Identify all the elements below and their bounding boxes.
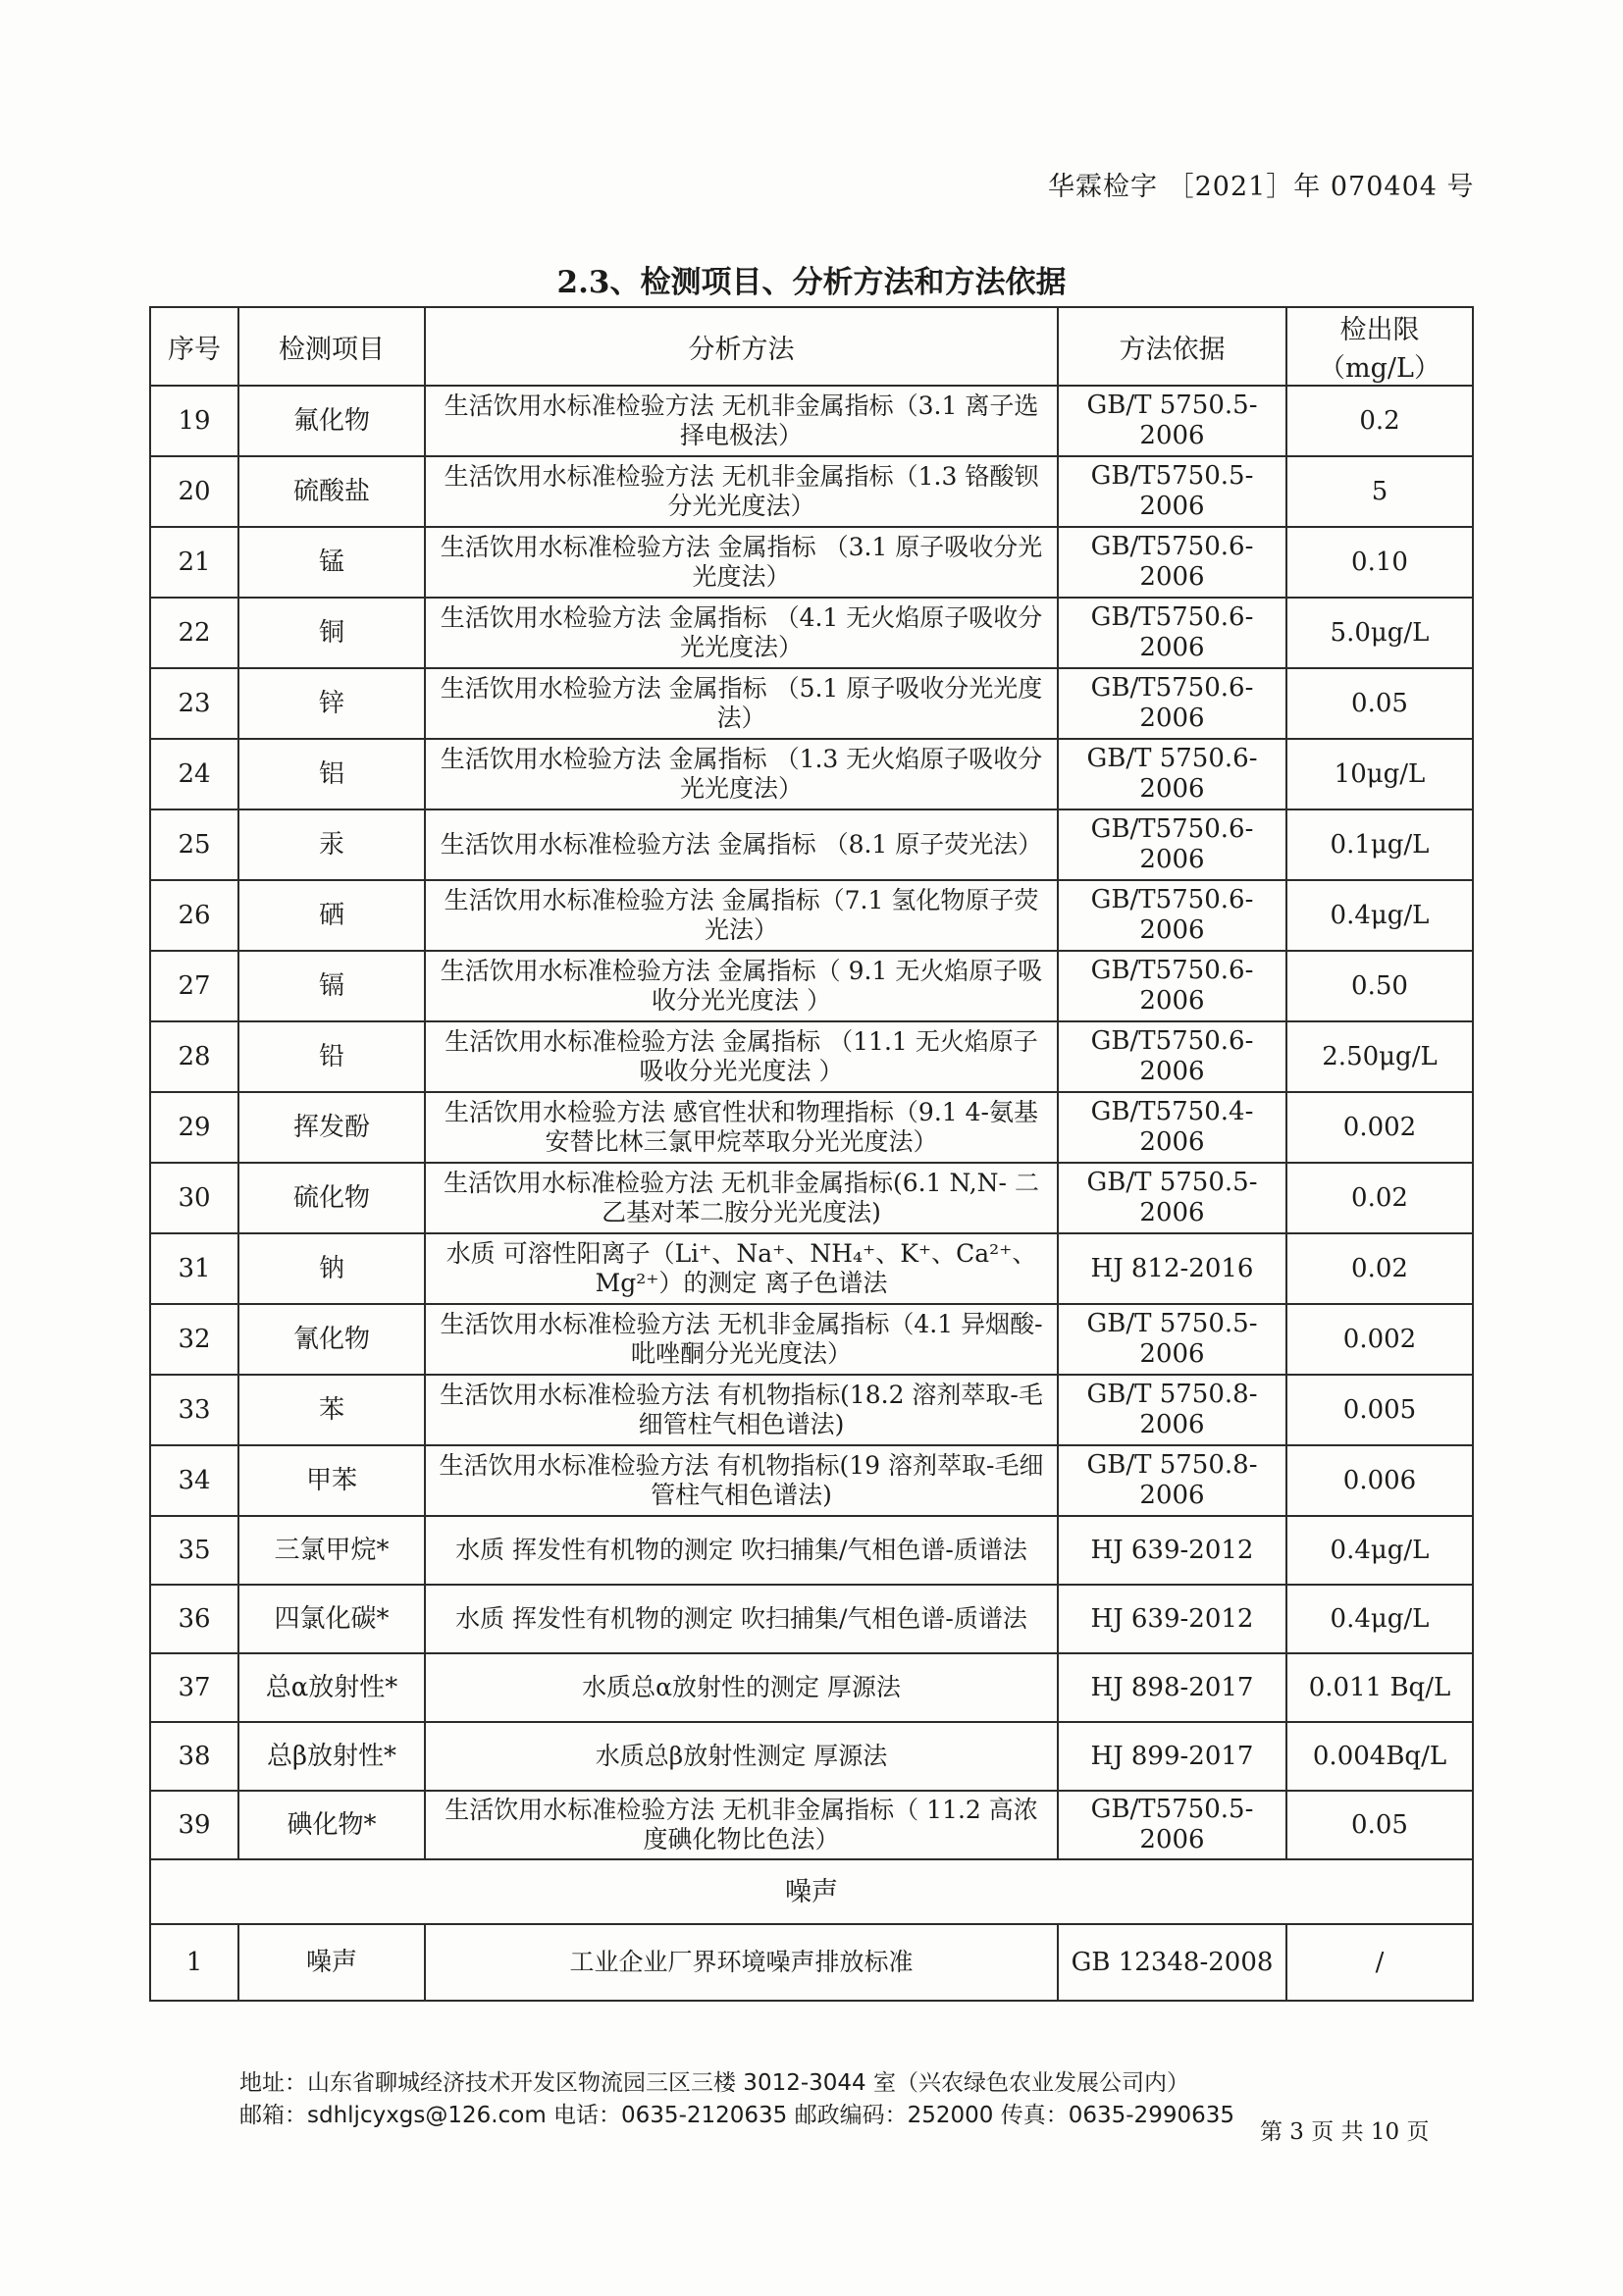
cell-method: 水质总α放射性的测定 厚源法: [425, 1653, 1058, 1722]
cell-index: 35: [150, 1516, 238, 1585]
cell-limit: 5.0μg/L: [1286, 598, 1473, 668]
cell-standard: GB/T 5750.5-2006: [1058, 1163, 1286, 1233]
table-row: [150, 1585, 1473, 1653]
cell-limit: 0.05: [1286, 1791, 1473, 1859]
table-row: [150, 598, 1473, 668]
table-row: [150, 527, 1473, 598]
cell-limit: 0.002: [1286, 1304, 1473, 1375]
cell-item: 三氯甲烷*: [238, 1516, 425, 1585]
cell-method: 生活饮用水标准检验方法 有机物指标(19 溶剂萃取-毛细管柱气相色谱法): [425, 1445, 1058, 1516]
cell-standard: GB 12348-2008: [1058, 1924, 1286, 2001]
cell-item: 汞: [238, 809, 425, 880]
cell-index: 29: [150, 1092, 238, 1163]
cell-item: 锰: [238, 527, 425, 598]
cell-limit: 0.4μg/L: [1286, 880, 1473, 951]
table-row: [150, 1021, 1473, 1092]
cell-method: 生活饮用水标准检验方法 有机物指标(18.2 溶剂萃取-毛细管柱气相色谱法): [425, 1375, 1058, 1445]
cell-standard: GB/T 5750.5-2006: [1058, 1304, 1286, 1375]
header-cell: 分析方法: [425, 307, 1058, 386]
table-row: [150, 1233, 1473, 1304]
table-row: [150, 1163, 1473, 1233]
cell-limit: 0.011 Bq/L: [1286, 1653, 1473, 1722]
table-row-noise: [150, 1924, 1473, 2001]
table-row: [150, 1375, 1473, 1445]
table-row: [150, 1722, 1473, 1791]
cell-limit: 0.002: [1286, 1092, 1473, 1163]
cell-item: 挥发酚: [238, 1092, 425, 1163]
cell-index: 23: [150, 668, 238, 739]
report-number: 华霖检字 ［2021］年 070404 号: [1048, 172, 1475, 202]
cell-limit: /: [1286, 1924, 1473, 2001]
cell-item: 铝: [238, 739, 425, 809]
cell-index: 33: [150, 1375, 238, 1445]
cell-item: 总α放射性*: [238, 1653, 425, 1722]
cell-method: 工业企业厂界环境噪声排放标准: [425, 1924, 1058, 2001]
cell-method: 生活饮用水检验方法 金属指标 （5.1 原子吸收分光光度法）: [425, 668, 1058, 739]
cell-standard: HJ 812-2016: [1058, 1233, 1286, 1304]
cell-limit: 5: [1286, 456, 1473, 527]
cell-item: 四氯化碳*: [238, 1585, 425, 1653]
section-label: 噪声: [150, 1859, 1473, 1924]
cell-index: 26: [150, 880, 238, 951]
cell-item: 噪声: [238, 1924, 425, 2001]
cell-index: 25: [150, 809, 238, 880]
cell-index: 39: [150, 1791, 238, 1859]
cell-method: 生活饮用水标准检验方法 金属指标（7.1 氢化物原子荧光法）: [425, 880, 1058, 951]
cell-standard: GB/T5750.6-2006: [1058, 809, 1286, 880]
cell-limit: 0.10: [1286, 527, 1473, 598]
table-row: [150, 1304, 1473, 1375]
cell-method: 生活饮用水标准检验方法 金属指标（ 9.1 无火焰原子吸收分光光度法 ）: [425, 951, 1058, 1021]
cell-index: 21: [150, 527, 238, 598]
cell-method: 生活饮用水标准检验方法 无机非金属指标（ 11.2 高浓度碘化物比色法）: [425, 1791, 1058, 1859]
cell-standard: GB/T 5750.8-2006: [1058, 1375, 1286, 1445]
section-title: 2.3、检测项目、分析方法和方法依据: [556, 265, 1067, 300]
cell-index: 24: [150, 739, 238, 809]
table-row: [150, 1791, 1473, 1859]
cell-item: 硫化物: [238, 1163, 425, 1233]
cell-index: 38: [150, 1722, 238, 1791]
cell-method: 生活饮用水标准检验方法 无机非金属指标（4.1 异烟酸-吡唑酮分光光度法）: [425, 1304, 1058, 1375]
cell-item: 硫酸盐: [238, 456, 425, 527]
cell-index: 28: [150, 1021, 238, 1092]
cell-index: 1: [150, 1924, 238, 2001]
cell-standard: GB/T5750.6-2006: [1058, 951, 1286, 1021]
cell-standard: GB/T5750.5-2006: [1058, 1791, 1286, 1859]
cell-item: 镉: [238, 951, 425, 1021]
header-cell: 检测项目: [238, 307, 425, 386]
cell-limit: 10μg/L: [1286, 739, 1473, 809]
cell-standard: GB/T5750.5-2006: [1058, 456, 1286, 527]
cell-item: 碘化物*: [238, 1791, 425, 1859]
cell-limit: 0.2: [1286, 386, 1473, 456]
cell-standard: GB/T 5750.6-2006: [1058, 739, 1286, 809]
cell-item: 氰化物: [238, 1304, 425, 1375]
cell-index: 34: [150, 1445, 238, 1516]
footer-contact-line: 邮箱：sdhljcyxgs@126.com 电话：0635-2120635 邮政编码：252000 传真：0635-2990635: [239, 2103, 1234, 2128]
cell-method: 水质总β放射性测定 厚源法: [425, 1722, 1058, 1791]
cell-limit: 0.4μg/L: [1286, 1585, 1473, 1653]
cell-index: 20: [150, 456, 238, 527]
table-row: [150, 880, 1473, 951]
cell-index: 30: [150, 1163, 238, 1233]
footer-address: 地址：山东省聊城经济技术开发区物流园三区三楼 3012-3044 室（兴农绿色农业发展公司内）: [239, 2070, 1189, 2096]
cell-limit: 0.02: [1286, 1233, 1473, 1304]
cell-item: 钠: [238, 1233, 425, 1304]
cell-standard: GB/T5750.6-2006: [1058, 668, 1286, 739]
table-row: [150, 739, 1473, 809]
table-row: [150, 456, 1473, 527]
cell-limit: 2.50μg/L: [1286, 1021, 1473, 1092]
cell-method: 生活饮用水标准检验方法 金属指标 （8.1 原子荧光法）: [425, 809, 1058, 880]
cell-limit: 0.05: [1286, 668, 1473, 739]
footer-contact: [239, 2067, 1234, 2132]
cell-limit: 0.004Bq/L: [1286, 1722, 1473, 1791]
cell-index: 37: [150, 1653, 238, 1722]
cell-method: 生活饮用水标准检验方法 金属指标 （3.1 原子吸收分光光度法）: [425, 527, 1058, 598]
cell-item: 甲苯: [238, 1445, 425, 1516]
cell-method: 生活饮用水检验方法 金属指标 （4.1 无火焰原子吸收分光光度法）: [425, 598, 1058, 668]
header-cell: 序号: [150, 307, 238, 386]
table-row: [150, 951, 1473, 1021]
cell-item: 锌: [238, 668, 425, 739]
header-cell: 检出限（mg/L）: [1286, 307, 1473, 386]
cell-standard: GB/T 5750.8-2006: [1058, 1445, 1286, 1516]
cell-index: 19: [150, 386, 238, 456]
cell-item: 铜: [238, 598, 425, 668]
table-row: [150, 1516, 1473, 1585]
cell-limit: 0.50: [1286, 951, 1473, 1021]
detection-items-table: [149, 306, 1474, 2002]
cell-method: 水质 挥发性有机物的测定 吹扫捕集/气相色谱-质谱法: [425, 1585, 1058, 1653]
table-row: [150, 1092, 1473, 1163]
cell-standard: GB/T 5750.5-2006: [1058, 386, 1286, 456]
cell-item: 铅: [238, 1021, 425, 1092]
cell-standard: HJ 639-2012: [1058, 1585, 1286, 1653]
cell-standard: GB/T5750.6-2006: [1058, 880, 1286, 951]
cell-limit: 0.1μg/L: [1286, 809, 1473, 880]
cell-standard: HJ 639-2012: [1058, 1516, 1286, 1585]
cell-method: 水质 挥发性有机物的测定 吹扫捕集/气相色谱-质谱法: [425, 1516, 1058, 1585]
cell-standard: GB/T5750.4-2006: [1058, 1092, 1286, 1163]
cell-method: 生活饮用水标准检验方法 无机非金属指标(6.1 N,N- 二乙基对苯二胺分光光度法): [425, 1163, 1058, 1233]
section-row-noise: [150, 1859, 1473, 1924]
cell-index: 32: [150, 1304, 238, 1375]
table-header-row: [150, 307, 1473, 386]
cell-method: 生活饮用水检验方法 金属指标 （1.3 无火焰原子吸收分光光度法）: [425, 739, 1058, 809]
cell-method: 生活饮用水检验方法 感官性状和物理指标（9.1 4-氨基安替比林三氯甲烷萃取分光光度法）: [425, 1092, 1058, 1163]
cell-limit: 0.02: [1286, 1163, 1473, 1233]
cell-method: 生活饮用水标准检验方法 无机非金属指标（1.3 铬酸钡分光光度法）: [425, 456, 1058, 527]
cell-limit: 0.006: [1286, 1445, 1473, 1516]
cell-method: 生活饮用水标准检验方法 金属指标 （11.1 无火焰原子吸收分光光度法 ）: [425, 1021, 1058, 1092]
cell-standard: GB/T5750.6-2006: [1058, 1021, 1286, 1092]
cell-limit: 0.4μg/L: [1286, 1516, 1473, 1585]
page-number: 第 3 页 共 10 页: [1260, 2119, 1430, 2145]
cell-item: 苯: [238, 1375, 425, 1445]
cell-index: 27: [150, 951, 238, 1021]
cell-index: 36: [150, 1585, 238, 1653]
table-row: [150, 1653, 1473, 1722]
cell-index: 22: [150, 598, 238, 668]
cell-method: 生活饮用水标准检验方法 无机非金属指标（3.1 离子选择电极法）: [425, 386, 1058, 456]
cell-item: 硒: [238, 880, 425, 951]
cell-standard: GB/T5750.6-2006: [1058, 527, 1286, 598]
cell-method: 水质 可溶性阳离子（Li⁺、Na⁺、NH₄⁺、K⁺、Ca²⁺、Mg²⁺）的测定 离子色谱法: [425, 1233, 1058, 1304]
table-row: [150, 809, 1473, 880]
table-row: [150, 668, 1473, 739]
cell-index: 31: [150, 1233, 238, 1304]
cell-item: 氟化物: [238, 386, 425, 456]
cell-standard: HJ 899-2017: [1058, 1722, 1286, 1791]
table-row: [150, 1445, 1473, 1516]
header-cell: 方法依据: [1058, 307, 1286, 386]
table-row: [150, 386, 1473, 456]
cell-limit: 0.005: [1286, 1375, 1473, 1445]
cell-item: 总β放射性*: [238, 1722, 425, 1791]
cell-standard: GB/T5750.6-2006: [1058, 598, 1286, 668]
cell-standard: HJ 898-2017: [1058, 1653, 1286, 1722]
